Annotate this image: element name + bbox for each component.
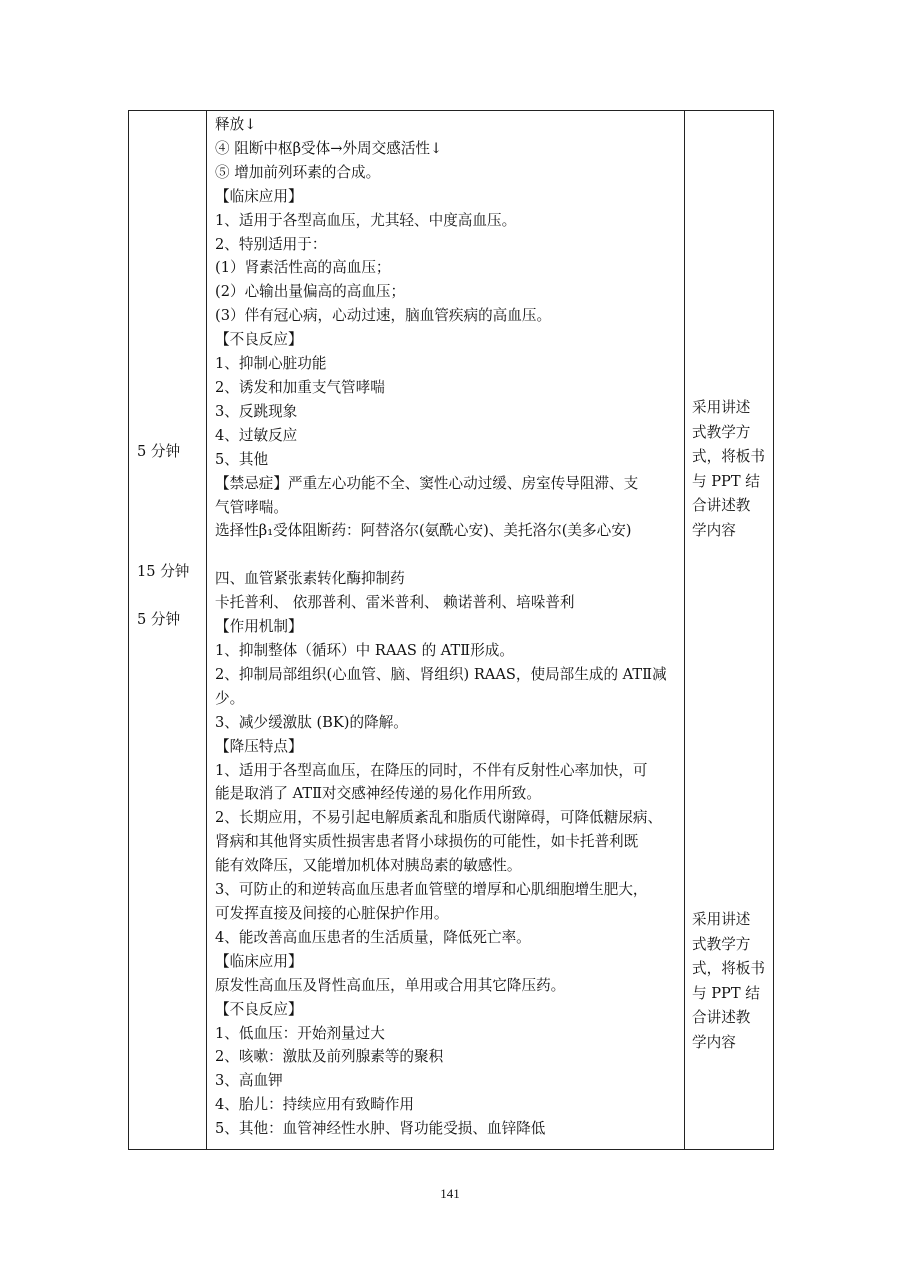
teaching-method-note bbox=[692, 908, 768, 1055]
content-line: 气管哮喘。 bbox=[215, 498, 288, 516]
blank-line bbox=[215, 543, 678, 567]
table-row bbox=[129, 111, 774, 1150]
content-line: 能有效降压，又能增加机体对胰岛素的敏感性。 bbox=[215, 857, 522, 875]
time-column-cell bbox=[129, 111, 207, 1150]
section-heading: 四、血管紧张素转化酶抑制药 bbox=[215, 570, 405, 588]
note-line: 式教学方 bbox=[692, 423, 751, 441]
content-line: 能是取消了 ATⅡ对交感神经传递的易化作用所致。 bbox=[215, 785, 541, 803]
note-line: 式，将板书 bbox=[692, 448, 765, 465]
content-line: 可发挥直接及间接的心脏保护作用。 bbox=[215, 905, 449, 922]
content-line: 少。 bbox=[215, 689, 245, 707]
section-heading: 【不良反应】 bbox=[215, 1000, 303, 1018]
content-line: 2、长期应用，不易引起电解质紊乱和脂质代谢障碍，可降低糖尿病、 bbox=[215, 809, 663, 827]
content-line: 5、其他 bbox=[215, 450, 269, 468]
section-heading: 【不良反应】 bbox=[215, 331, 303, 349]
lesson-plan-table bbox=[128, 110, 774, 1150]
content-text bbox=[207, 111, 684, 1149]
note-line: 学内容 bbox=[692, 1033, 736, 1051]
section-heading: 【临床应用】 bbox=[215, 952, 303, 970]
note-line: 式，将板书 bbox=[692, 960, 765, 977]
time-label: 15 分钟 bbox=[137, 563, 190, 580]
content-line: (2）心输出量偏高的高血压； bbox=[215, 283, 406, 301]
content-line: 【禁忌症】严重左心功能不全、窦性心动过缓、房室传导阻滞、支 bbox=[215, 474, 639, 492]
time-label: 5 分钟 bbox=[137, 611, 181, 628]
content-line: 肾病和其他肾实质性损害患者肾小球损伤的可能性，如卡托普利既 bbox=[215, 833, 639, 851]
method-column-cell bbox=[685, 111, 774, 1150]
content-line: 卡托普利、 依那普利、雷米普利、 赖诺普利、培哚普利 bbox=[215, 594, 575, 612]
note-line: 合讲述教 bbox=[692, 1009, 751, 1026]
content-line: 3、反跳现象 bbox=[215, 402, 298, 420]
content-line: 2、特别适用于： bbox=[215, 235, 327, 253]
content-line: 4、能改善高血压患者的生活质量，降低死亡率。 bbox=[215, 928, 531, 946]
content-line: 3、可防止的和逆转高血压患者血管壁的增厚和心肌细胞增生肥大， bbox=[215, 881, 648, 899]
content-line: 4、胎儿：持续应用有致畸作用 bbox=[215, 1096, 415, 1114]
section-heading: 【作用机制】 bbox=[215, 618, 303, 636]
content-line: 2、诱发和加重支气管哮喘 bbox=[215, 378, 385, 396]
teaching-method-note bbox=[692, 396, 768, 543]
content-line: 4、过敏反应 bbox=[215, 426, 298, 444]
content-line: 2、咳嗽：激肽及前列腺素等的聚积 bbox=[215, 1048, 444, 1066]
content-line: ⑤ 增加前列环素的合成。 bbox=[215, 163, 381, 181]
section-heading: 【临床应用】 bbox=[215, 187, 303, 205]
note-line: 式教学方 bbox=[692, 935, 751, 953]
note-line: 合讲述教 bbox=[692, 497, 751, 514]
content-line: 2、抑制局部组织(心血管、脑、肾组织) RAAS，使局部生成的 ATⅡ减 bbox=[215, 665, 667, 683]
content-line: ④ 阻断中枢β受体→外周交感活性↓ bbox=[215, 139, 443, 157]
note-line: 与 PPT 结 bbox=[692, 984, 760, 1002]
content-line: 1、适用于各型高血压，尤其轻、中度高血压。 bbox=[215, 211, 517, 229]
content-column-cell bbox=[207, 111, 685, 1150]
content-line: 3、高血钾 bbox=[215, 1072, 283, 1090]
note-line: 采用讲述 bbox=[692, 399, 751, 416]
note-line: 学内容 bbox=[692, 521, 736, 539]
content-line: (1）肾素活性高的高血压； bbox=[215, 259, 391, 277]
content-line: 3、减少缓激肽 (BK)的降解。 bbox=[215, 713, 408, 731]
note-line: 采用讲述 bbox=[692, 911, 751, 928]
content-line: (3）伴有冠心病，心动过速，脑血管疾病的高血压。 bbox=[215, 307, 552, 325]
note-line: 与 PPT 结 bbox=[692, 472, 760, 490]
content-line: 原发性高血压及肾性高血压，单用或合用其它降压药。 bbox=[215, 976, 566, 994]
page-number: 141 bbox=[440, 1186, 460, 1201]
content-line: 释放↓ bbox=[215, 116, 257, 133]
content-line: 选择性β₁受体阻断药：阿替洛尔(氨酰心安)、美托洛尔(美多心安) bbox=[215, 522, 632, 540]
section-heading: 【降压特点】 bbox=[215, 737, 303, 755]
time-label: 5 分钟 bbox=[137, 443, 181, 460]
content-line: 5、其他：血管神经性水肿、肾功能受损、血锌降低 bbox=[215, 1120, 546, 1138]
content-line: 1、抑制整体（循环）中 RAAS 的 ATⅡ形成。 bbox=[215, 642, 514, 660]
content-line: 1、低血压：开始剂量过大 bbox=[215, 1024, 385, 1042]
content-line: 1、适用于各型高血压，在降压的同时，不伴有反射性心率加快，可 bbox=[215, 761, 648, 779]
content-line: 1、抑制心脏功能 bbox=[215, 355, 327, 373]
